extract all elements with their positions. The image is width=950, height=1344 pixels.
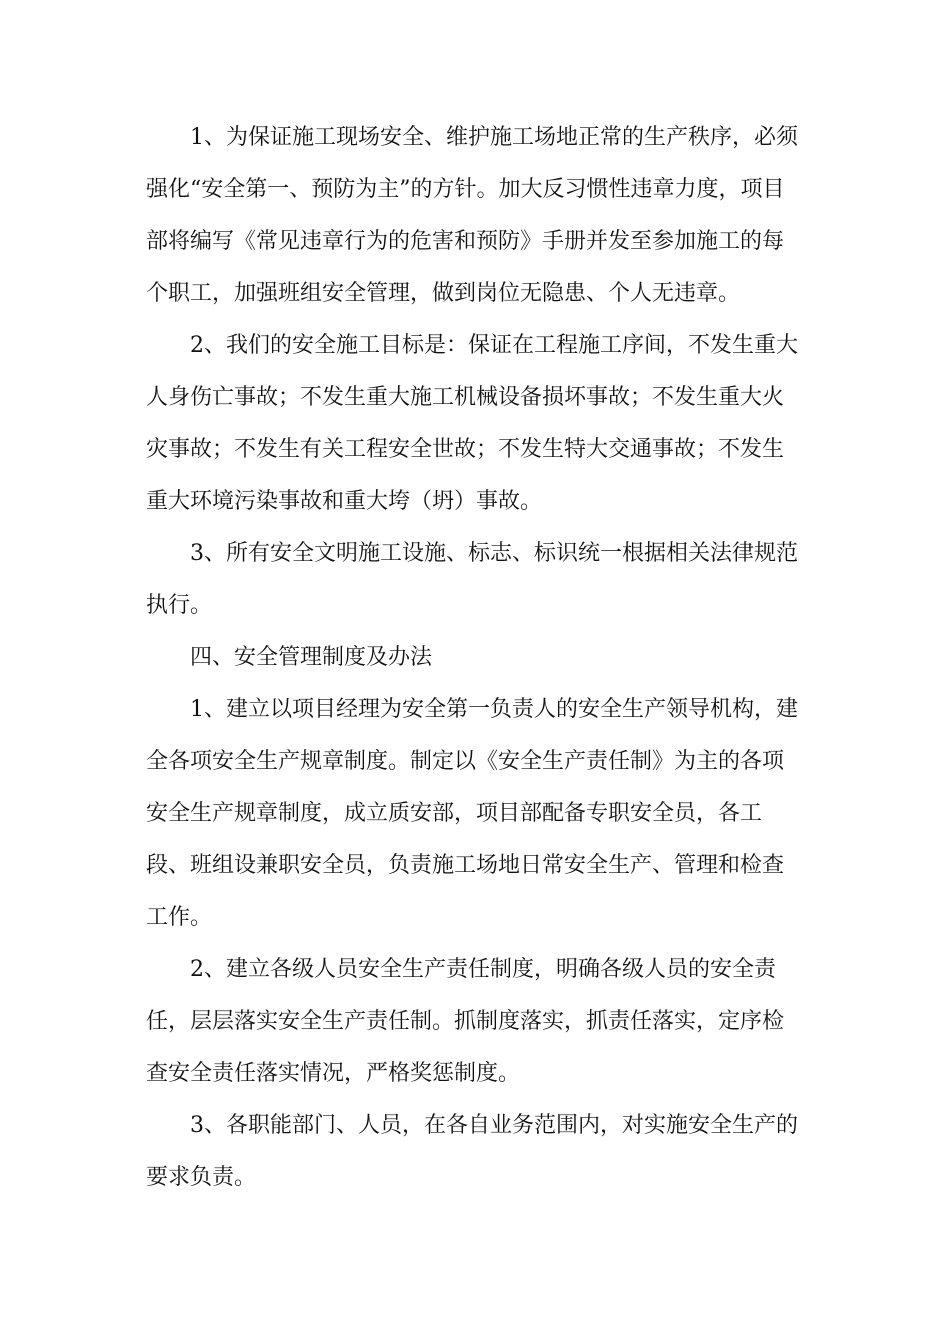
text-line: 全各项安全生产规章制度。制定以《安全生产责任制》为主的各项 <box>146 749 785 774</box>
paragraph-4 <box>146 684 808 944</box>
paragraph-6 <box>146 1100 808 1204</box>
text-line: 3、所有安全文明施工设施、标志、标识统一根据相关法律规范 <box>190 541 798 566</box>
text-line: 2、建立各级人员安全生产责任制度，明确各级人员的安全责 <box>190 957 776 982</box>
text-line: 1、为保证施工现场安全、维护施工场地正常的生产秩序，必须 <box>190 125 798 150</box>
document-body <box>146 112 808 1204</box>
text-line: 安全生产规章制度，成立质安部，项目部配备专职安全员，各工 <box>146 801 763 826</box>
paragraph-1 <box>146 112 808 320</box>
text-line: 灾事故；不发生有关工程安全世故；不发生特大交通事故；不发生 <box>146 437 785 462</box>
text-line: 人身伤亡事故；不发生重大施工机械设备损坏事故；不发生重大火 <box>146 385 785 410</box>
text-line: 要求负责。 <box>146 1165 257 1190</box>
text-line: 强化“安全第一、预防为主”的方针。加大反习惯性违章力度，项目 <box>146 177 785 202</box>
section-heading <box>146 632 808 684</box>
text-line: 个职工，加强班组安全管理，做到岗位无隐患、个人无违章。 <box>146 281 741 306</box>
text-line: 查安全责任落实情况，严格奖惩制度。 <box>146 1061 521 1086</box>
paragraph-3 <box>146 528 808 632</box>
text-line: 2、我们的安全施工目标是：保证在工程施工序间，不发生重大 <box>190 333 798 358</box>
heading-line: 四、安全管理制度及办法 <box>190 645 433 670</box>
text-line: 部将编写《常见违章行为的危害和预防》手册并发至参加施工的每 <box>146 229 785 254</box>
paragraph-5 <box>146 944 808 1100</box>
text-line: 段、班组设兼职安全员，负责施工场地日常安全生产、管理和检查 <box>146 853 785 878</box>
text-line: 任，层层落实安全生产责任制。抓制度落实，抓责任落实，定序检 <box>146 1009 785 1034</box>
text-line: 工作。 <box>146 905 213 930</box>
text-line: 重大环境污染事故和重大垮（坍）事故。 <box>146 489 543 514</box>
text-line: 1、建立以项目经理为安全第一负责人的安全生产领导机构，建 <box>190 697 798 722</box>
text-line: 3、各职能部门、人员，在各自业务范围内，对实施安全生产的 <box>190 1113 798 1138</box>
text-line: 执行。 <box>146 593 213 618</box>
paragraph-2 <box>146 320 808 528</box>
